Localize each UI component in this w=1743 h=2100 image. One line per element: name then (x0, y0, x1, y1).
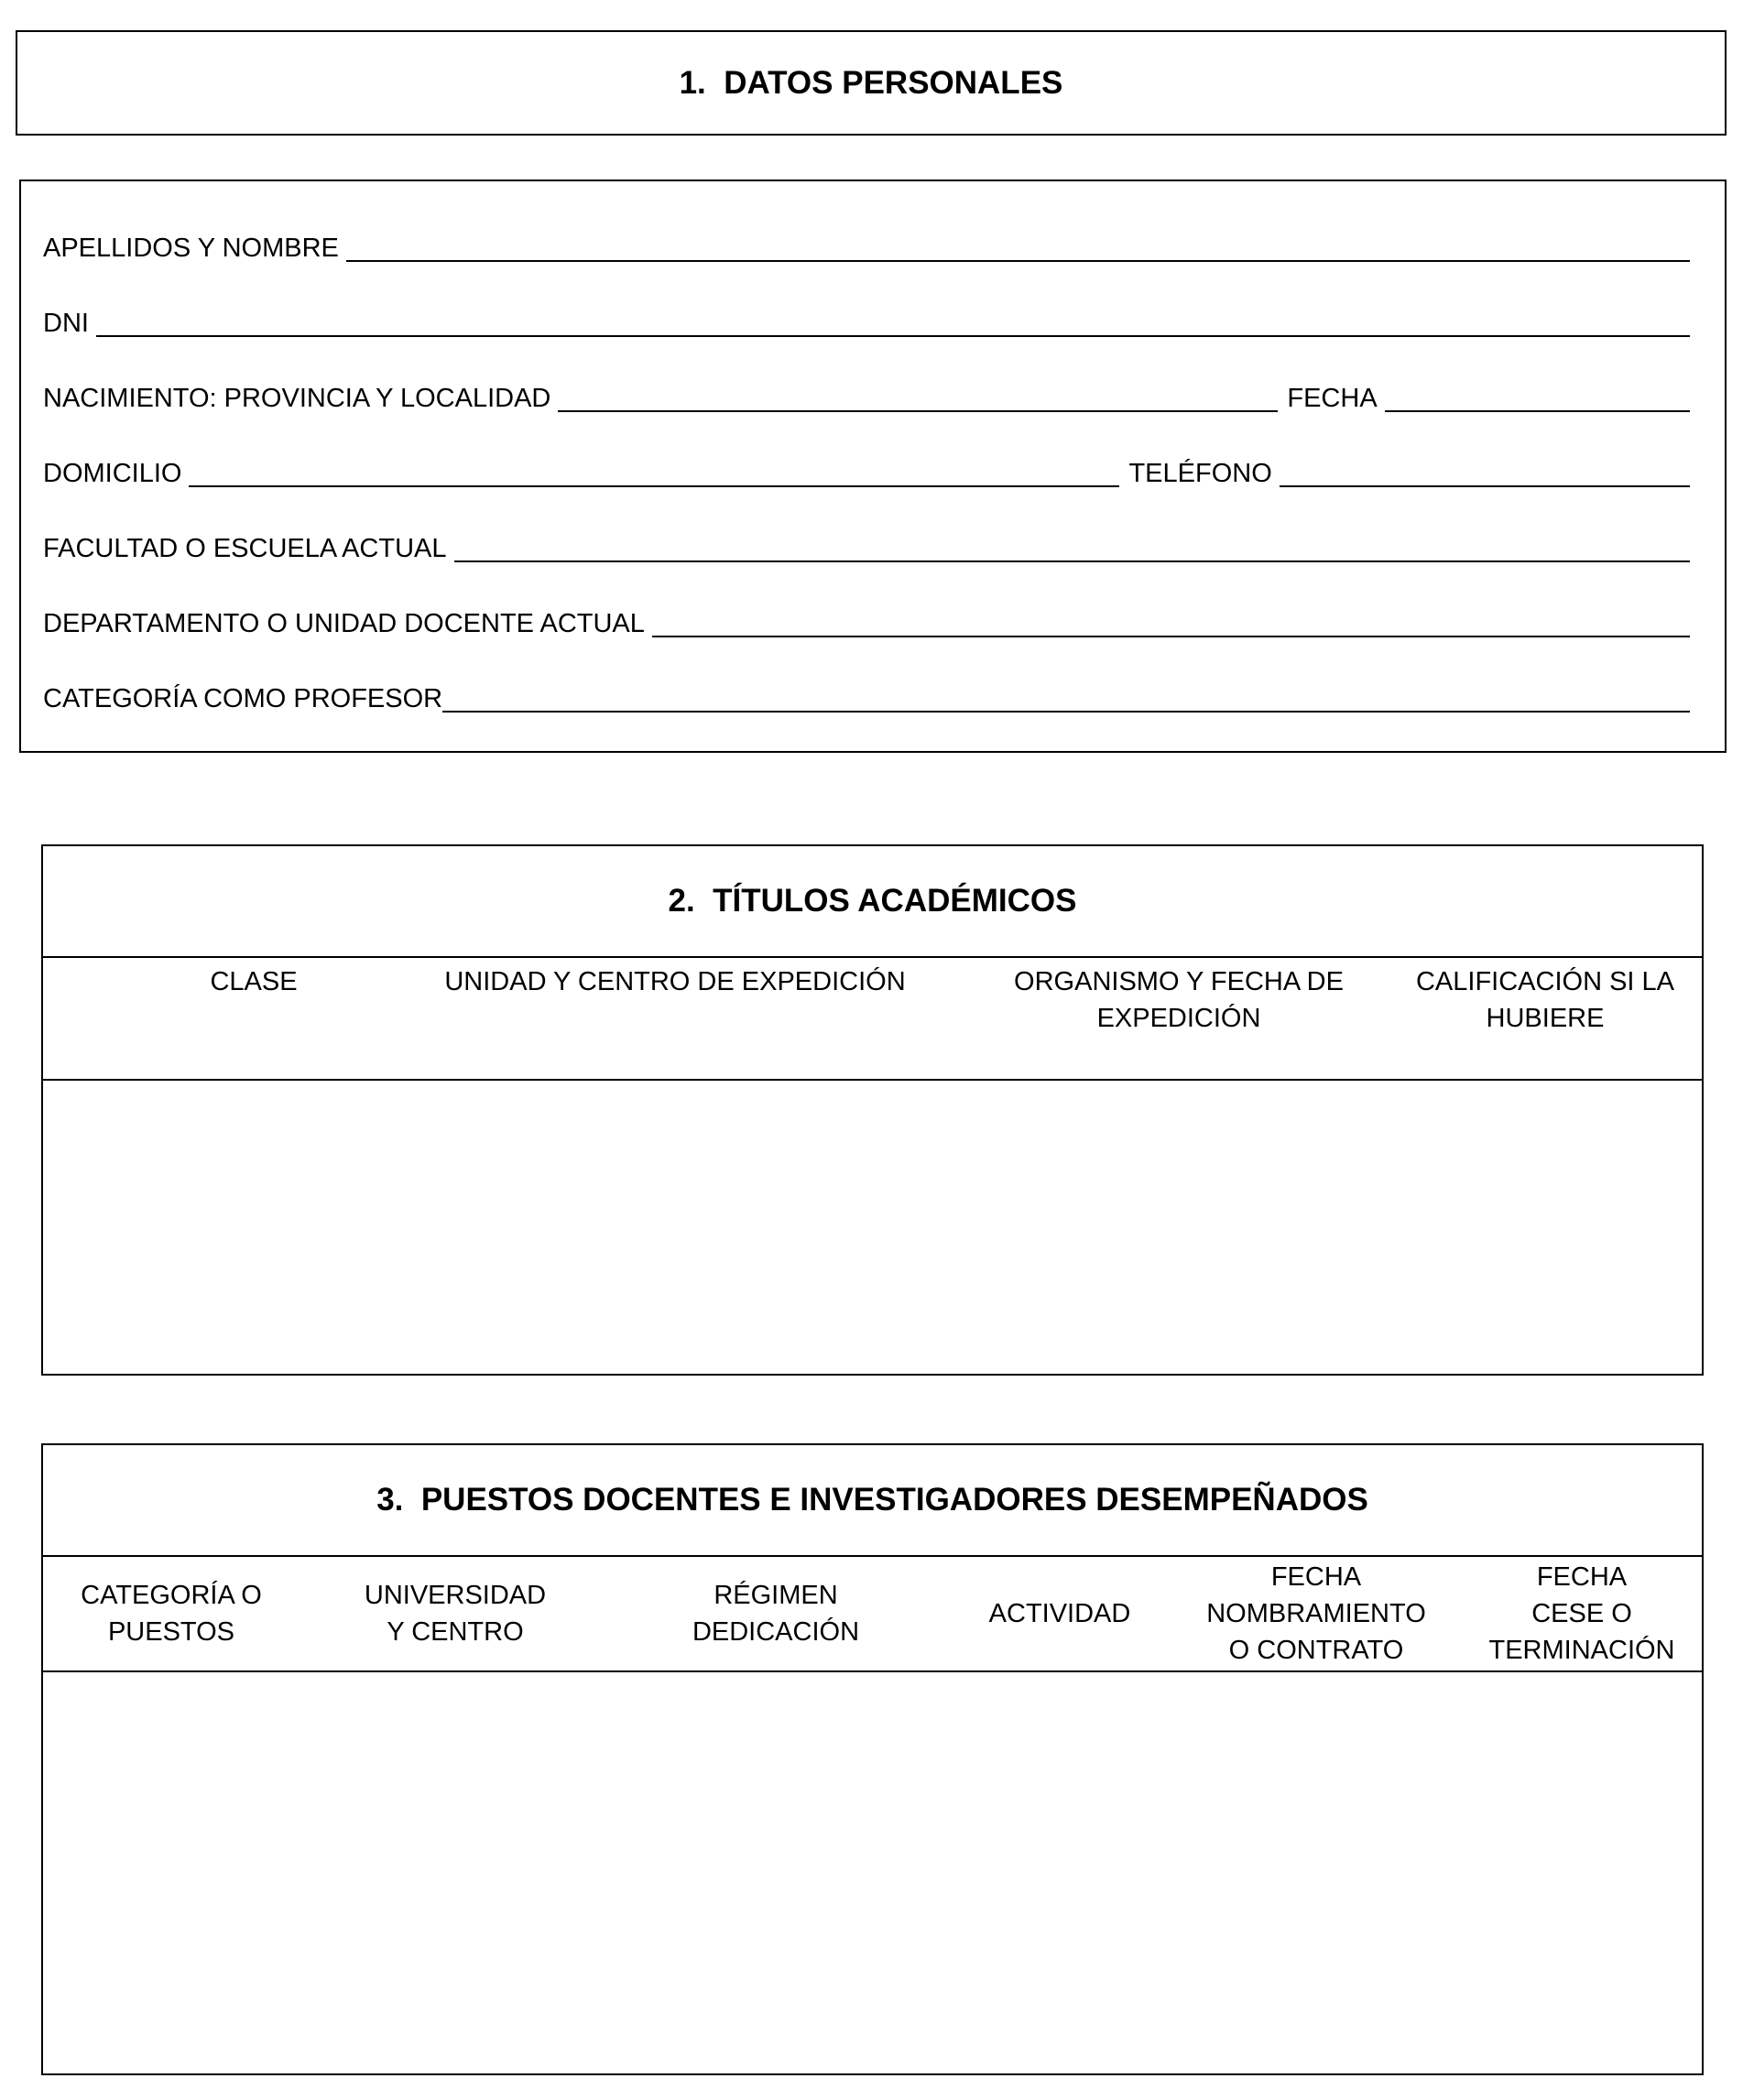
section-3-header (43, 1445, 1702, 1555)
column-header-label: FECHA CESE O TERMINACIÓN (1488, 1561, 1675, 1665)
column-header-label: CALIFICACIÓN SI LA HUBIERE (1415, 967, 1674, 1034)
facultad-label: FACULTAD O ESCUELA ACTUAL (43, 534, 447, 563)
column-header-label: CATEGORÍA O PUESTOS (81, 1580, 262, 1647)
domicilio-input[interactable] (189, 485, 1119, 487)
apellidos-nombre-label: APELLIDOS Y NOMBRE (43, 234, 339, 263)
field-domicilio (43, 451, 1690, 487)
dni-label: DNI (43, 309, 89, 338)
column-header-label: RÉGIMEN DEDICACIÓN (692, 1580, 860, 1647)
field-departamento (43, 601, 1690, 637)
dni-input[interactable] (96, 335, 1690, 337)
section-3-title: 3. PUESTOS DOCENTES E INVESTIGADORES DESEMPEÑADOS (376, 1482, 1368, 1518)
column-header-label: CLASE (210, 967, 298, 996)
fecha-input[interactable] (1385, 410, 1690, 412)
column-header-label: UNIDAD Y CENTRO DE EXPEDICIÓN (444, 967, 906, 996)
section-1-header (16, 30, 1727, 136)
section-1-title: 1. DATOS PERSONALES (679, 64, 1063, 101)
titulos-entry-area[interactable] (43, 1081, 1702, 1374)
fecha-label: FECHA (1287, 384, 1378, 413)
puestos-docentes-table (41, 1443, 1704, 2075)
telefono-input[interactable] (1280, 485, 1690, 487)
nacimiento-input[interactable] (558, 410, 1278, 412)
categoria-label: CATEGORÍA COMO PROFESOR (43, 684, 443, 713)
domicilio-label: DOMICILIO (43, 459, 182, 488)
categoria-input[interactable] (442, 711, 1690, 713)
puestos-entry-area[interactable] (43, 1672, 1702, 2073)
column-header-clase (130, 960, 377, 1081)
column-header-categoria (61, 1557, 281, 1670)
section-2-title: 2. TÍTULOS ACADÉMICOS (668, 883, 1077, 919)
column-header-label: ACTIVIDAD (988, 1598, 1131, 1628)
column-header-label: FECHA NOMBRAMIENTO O CONTRATO (1206, 1561, 1426, 1665)
column-header-calificacion (1399, 960, 1692, 1081)
column-header-actividad (959, 1557, 1160, 1670)
titulos-academicos-table (41, 844, 1704, 1376)
departamento-input[interactable] (652, 636, 1690, 637)
column-header-organismo-fecha (968, 960, 1389, 1081)
facultad-input[interactable] (454, 560, 1691, 562)
departamento-label: DEPARTAMENTO O UNIDAD DOCENTE ACTUAL (43, 609, 645, 638)
telefono-label: TELÉFONO (1128, 459, 1272, 488)
field-categoria (43, 676, 1690, 713)
column-header-label: UNIVERSIDAD Y CENTRO (364, 1580, 547, 1647)
column-header-regimen (666, 1557, 886, 1670)
apellidos-nombre-input[interactable] (346, 260, 1690, 262)
column-header-label: ORGANISMO Y FECHA DE EXPEDICIÓN (1014, 967, 1344, 1034)
divider (43, 956, 1702, 958)
section-2-header (43, 846, 1702, 956)
field-nacimiento (43, 375, 1690, 412)
nacimiento-label: NACIMIENTO: PROVINCIA Y LOCALIDAD (43, 384, 551, 413)
field-apellidos-nombre (43, 225, 1690, 262)
column-header-fecha-cese (1472, 1557, 1692, 1670)
personal-data-form (19, 180, 1727, 753)
field-dni (43, 300, 1690, 337)
column-header-unidad-centro (400, 960, 950, 1081)
field-facultad (43, 526, 1690, 562)
column-header-universidad (318, 1557, 593, 1670)
column-header-fecha-nombramiento (1179, 1557, 1454, 1670)
